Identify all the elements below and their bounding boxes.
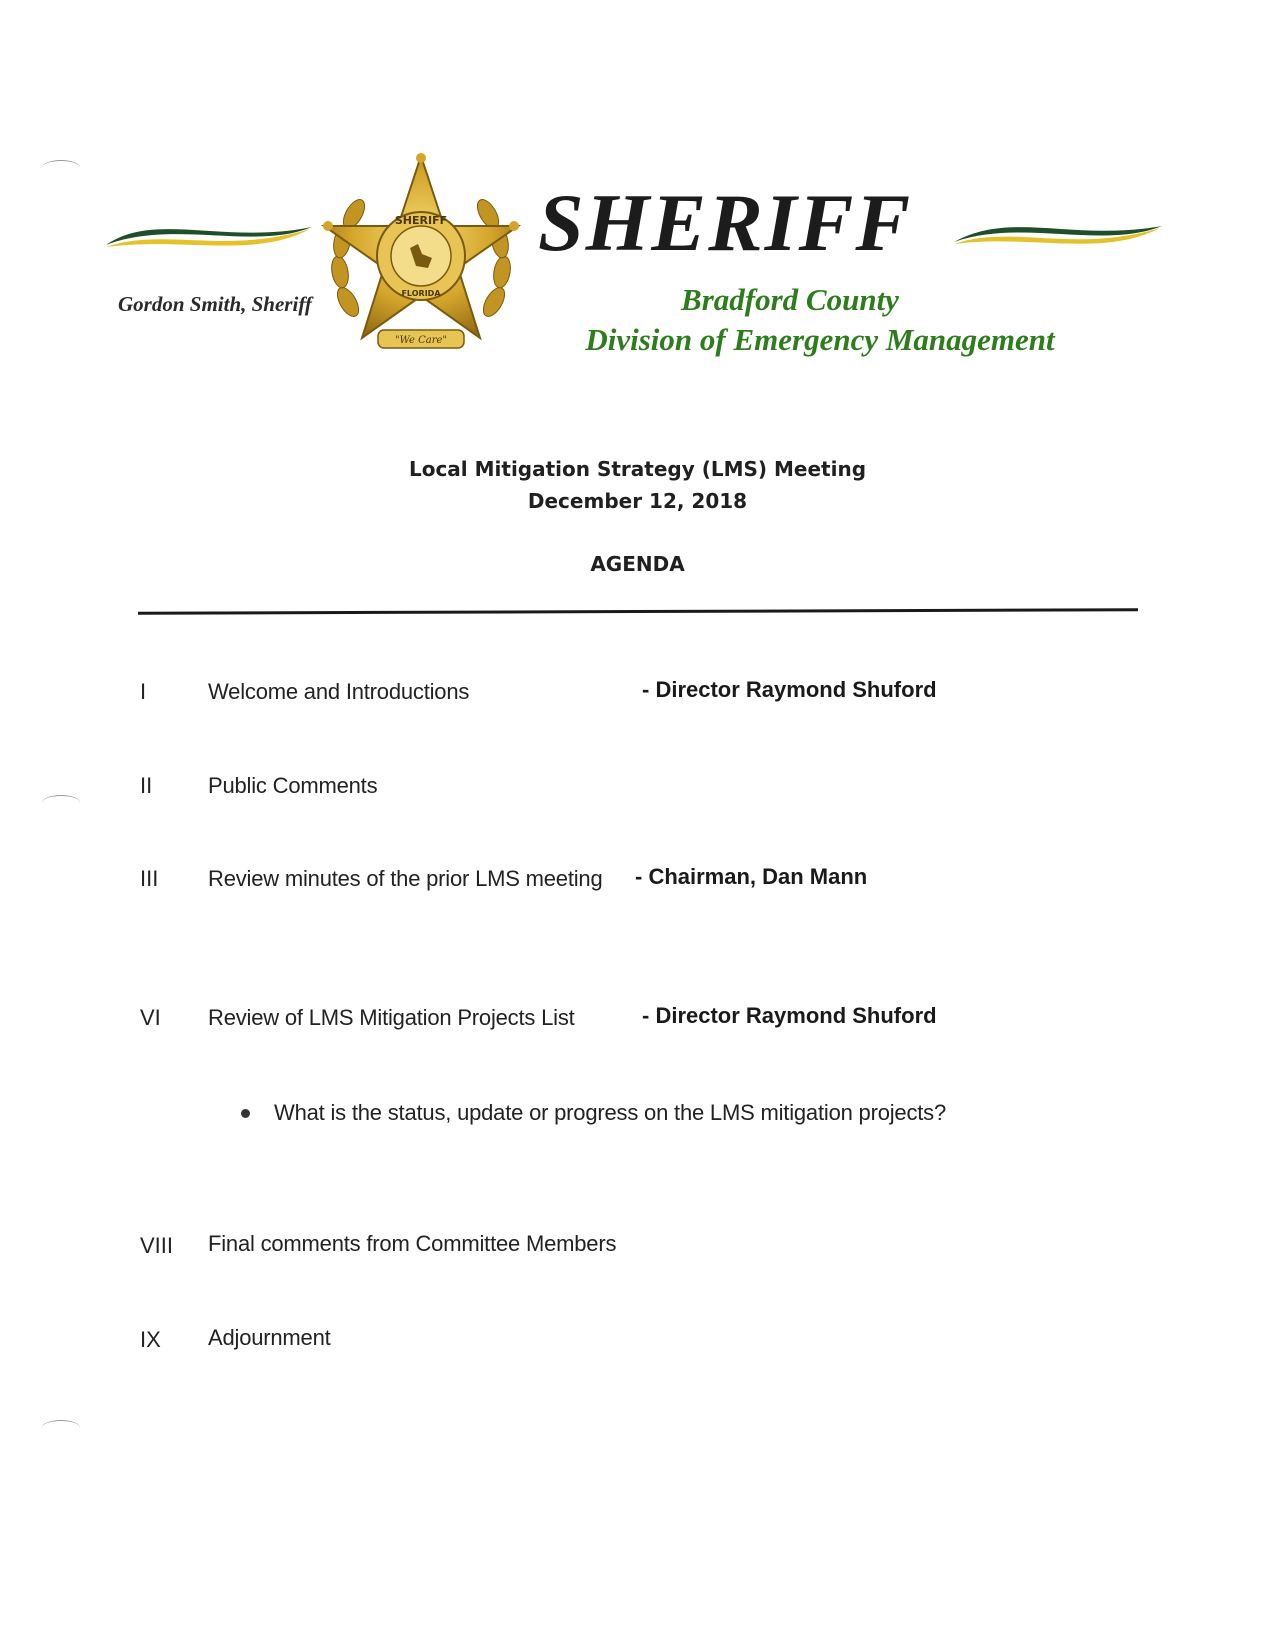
agenda-numeral: III [140,866,159,891]
sheriff-title: SHERIFF [538,177,913,268]
agenda-presenter: - Director Raymond Shuford [642,677,937,702]
agenda-item-text: Final comments from Committee Members [208,1231,617,1256]
division-name: Division of Emergency Management [585,322,1055,357]
agenda-item-text: Review minutes of the prior LMS meeting [208,866,603,891]
right-swoosh-ornament [952,212,1164,256]
agenda-sub-item: What is the status, update or progress on the LMS mitigation projects? [274,1100,947,1125]
agenda-presenter: - Director Raymond Shuford [642,1003,937,1028]
header-divider [138,608,1138,614]
agenda-numeral: VIII [140,1233,174,1258]
agenda-heading: AGENDA [590,552,685,576]
agenda-numeral: VI [140,1005,161,1030]
bullet-icon [241,1109,250,1118]
agenda-item-text: Review of LMS Mitigation Projects List [208,1005,575,1030]
agenda-item-text: Welcome and Introductions [208,679,470,704]
punch-mark-top [42,160,80,175]
agenda-presenter: - Chairman, Dan Mann [635,864,868,889]
agenda-numeral: IX [140,1327,161,1352]
sheriff-name: Gordon Smith, Sheriff [118,292,312,316]
sheriff-star-badge [318,152,524,362]
svg-text:FLORIDA: FLORIDA [401,289,441,298]
county-name: Bradford County [681,282,899,317]
meeting-title: Local Mitigation Strategy (LMS) Meeting [408,457,867,481]
punch-mark-middle [42,795,80,810]
left-swoosh-ornament [104,215,314,259]
agenda-numeral: I [140,679,147,704]
punch-mark-bottom [42,1420,80,1435]
agenda-numeral: II [140,773,153,798]
svg-text:SHERIFF: SHERIFF [394,214,448,227]
meeting-date: December 12, 2018 [527,489,748,513]
agenda-item-text: Adjournment [208,1325,331,1350]
svg-text:"We Care": "We Care" [394,335,448,346]
agenda-item-text: Public Comments [208,773,378,798]
